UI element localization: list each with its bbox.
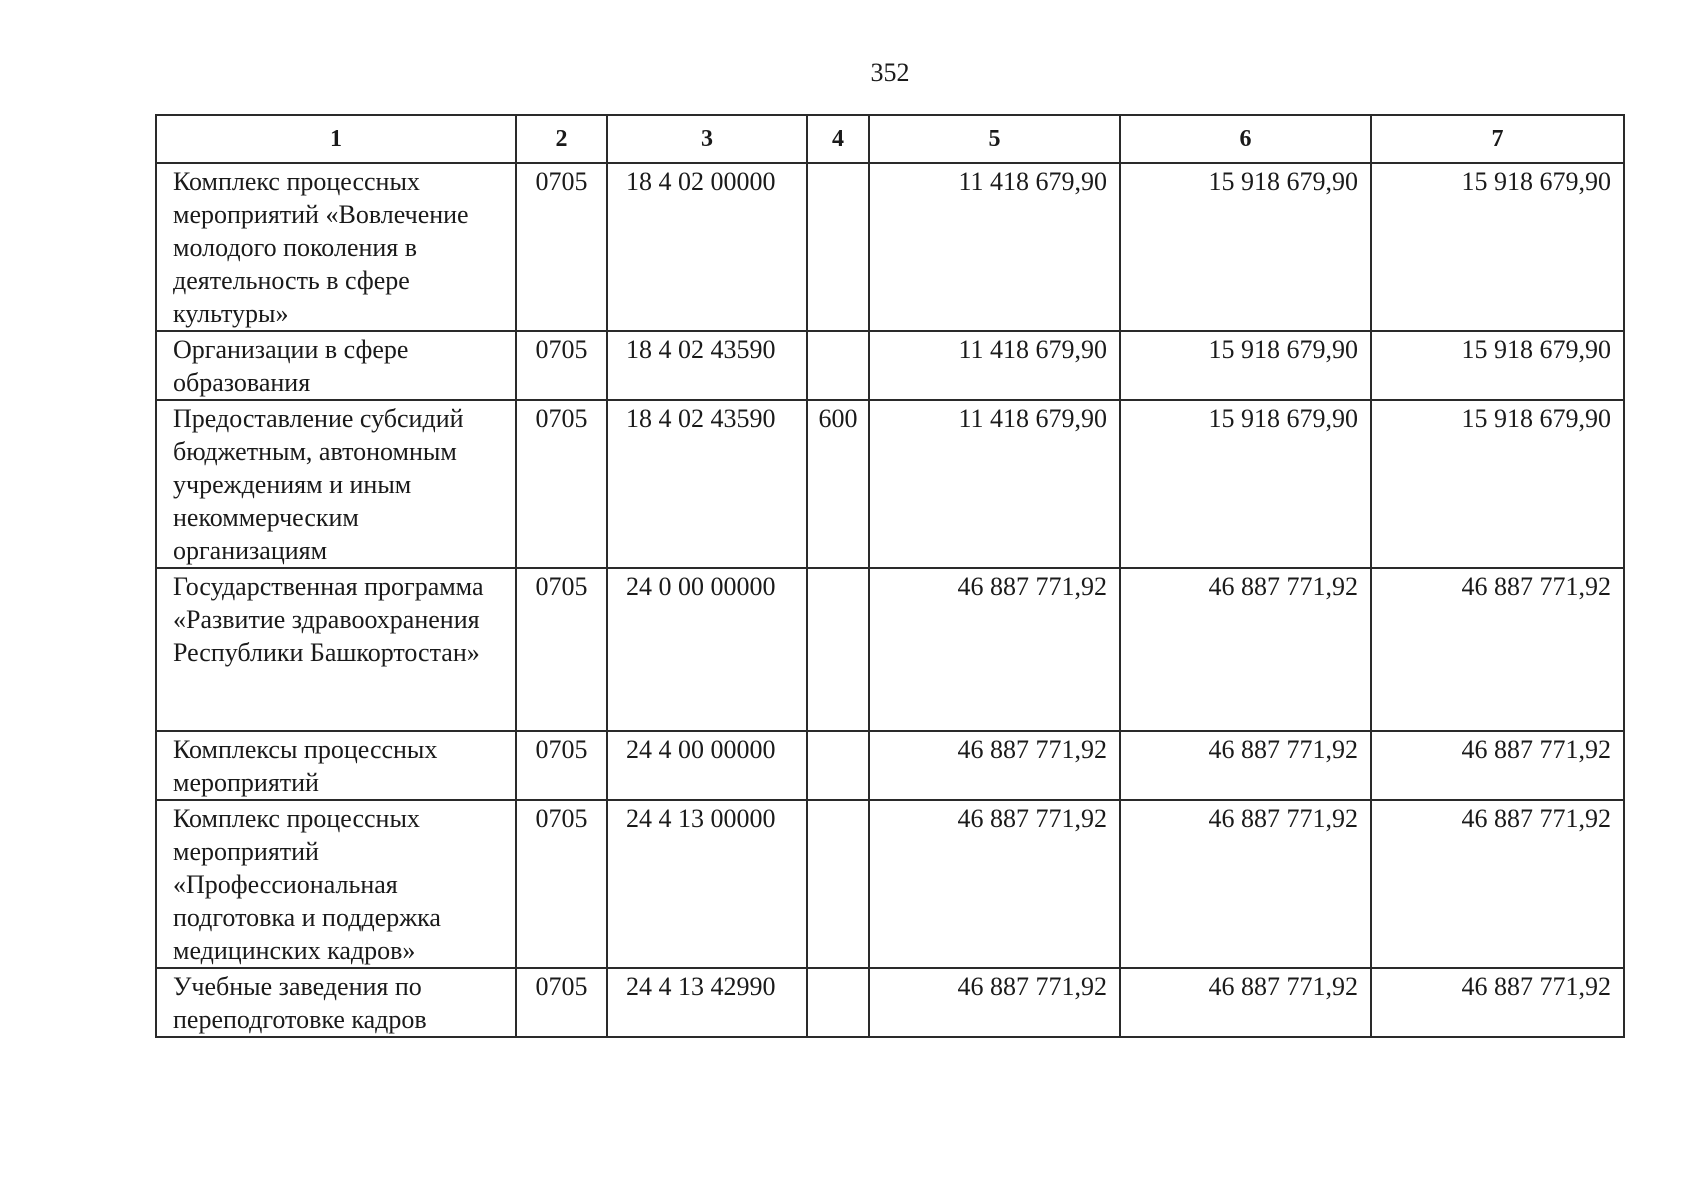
budget-table [155, 114, 1625, 1038]
amount-col6-cell: 15 918 679,90 [1120, 331, 1371, 400]
target-code-cell: 18 4 02 43590 [607, 331, 807, 400]
column-header-1: 1 [156, 115, 516, 163]
expense-type-cell [807, 163, 869, 331]
amount-col6-cell: 46 887 771,92 [1120, 800, 1371, 968]
amount-col6-cell: 46 887 771,92 [1120, 968, 1371, 1037]
amount-col5-cell: 11 418 679,90 [869, 163, 1120, 331]
expense-type-cell [807, 968, 869, 1037]
table-row [156, 800, 1624, 968]
target-code-cell: 24 4 00 00000 [607, 731, 807, 800]
amount-col7-cell: 15 918 679,90 [1371, 400, 1624, 568]
section-code-cell: 0705 [516, 163, 607, 331]
item-name-cell: Комплекс процессных мероприятий «Профессиональная подготовка и поддержка медицинских кадров» [156, 800, 516, 968]
amount-col6-cell: 46 887 771,92 [1120, 568, 1371, 731]
amount-col7-cell: 46 887 771,92 [1371, 568, 1624, 731]
expense-type-cell: 600 [807, 400, 869, 568]
amount-col5-cell: 11 418 679,90 [869, 400, 1120, 568]
section-code-cell: 0705 [516, 331, 607, 400]
page-number: 352 [870, 58, 910, 87]
section-code-cell: 0705 [516, 731, 607, 800]
amount-col6-cell: 15 918 679,90 [1120, 400, 1371, 568]
section-code-cell: 0705 [516, 800, 607, 968]
section-code-cell: 0705 [516, 968, 607, 1037]
amount-col5-cell: 11 418 679,90 [869, 331, 1120, 400]
column-header-2: 2 [516, 115, 607, 163]
target-code-cell: 18 4 02 43590 [607, 400, 807, 568]
amount-col5-cell: 46 887 771,92 [869, 800, 1120, 968]
amount-col6-cell: 46 887 771,92 [1120, 731, 1371, 800]
table-row [156, 400, 1624, 568]
section-code-cell: 0705 [516, 400, 607, 568]
table-row [156, 568, 1624, 731]
expense-type-cell [807, 568, 869, 731]
expense-type-cell [807, 800, 869, 968]
header-row [156, 115, 1624, 163]
expense-type-cell [807, 731, 869, 800]
column-header-6: 6 [1120, 115, 1371, 163]
amount-col7-cell: 46 887 771,92 [1371, 800, 1624, 968]
amount-col7-cell: 46 887 771,92 [1371, 731, 1624, 800]
section-code-cell: 0705 [516, 568, 607, 731]
amount-col7-cell: 46 887 771,92 [1371, 968, 1624, 1037]
column-header-3: 3 [607, 115, 807, 163]
item-name-cell: Учебные заведения по переподготовке кадров [156, 968, 516, 1037]
item-name-cell: Комплекс процессных мероприятий «Вовлечение молодого поколения в деятельность в сфере культуры» [156, 163, 516, 331]
column-header-4: 4 [807, 115, 869, 163]
amount-col7-cell: 15 918 679,90 [1371, 163, 1624, 331]
table-body [156, 163, 1624, 1037]
table-row [156, 968, 1624, 1037]
column-header-7: 7 [1371, 115, 1624, 163]
table-row [156, 163, 1624, 331]
amount-col5-cell: 46 887 771,92 [869, 731, 1120, 800]
target-code-cell: 24 0 00 00000 [607, 568, 807, 731]
amount-col6-cell: 15 918 679,90 [1120, 163, 1371, 331]
column-header-5: 5 [869, 115, 1120, 163]
amount-col5-cell: 46 887 771,92 [869, 568, 1120, 731]
item-name-cell: Государственная программа «Развитие здравоохранения Республики Башкортостан» [156, 568, 516, 731]
table-row [156, 331, 1624, 400]
amount-col5-cell: 46 887 771,92 [869, 968, 1120, 1037]
item-name-cell: Предоставление субсидий бюджетным, автономным учреждениям и иным некоммерческим организациям [156, 400, 516, 568]
expense-type-cell [807, 331, 869, 400]
amount-col7-cell: 15 918 679,90 [1371, 331, 1624, 400]
item-name-cell: Комплексы процессных мероприятий [156, 731, 516, 800]
table-row [156, 731, 1624, 800]
target-code-cell: 24 4 13 00000 [607, 800, 807, 968]
item-name-cell: Организации в сфере образования [156, 331, 516, 400]
target-code-cell: 18 4 02 00000 [607, 163, 807, 331]
table-header [156, 115, 1624, 163]
target-code-cell: 24 4 13 42990 [607, 968, 807, 1037]
